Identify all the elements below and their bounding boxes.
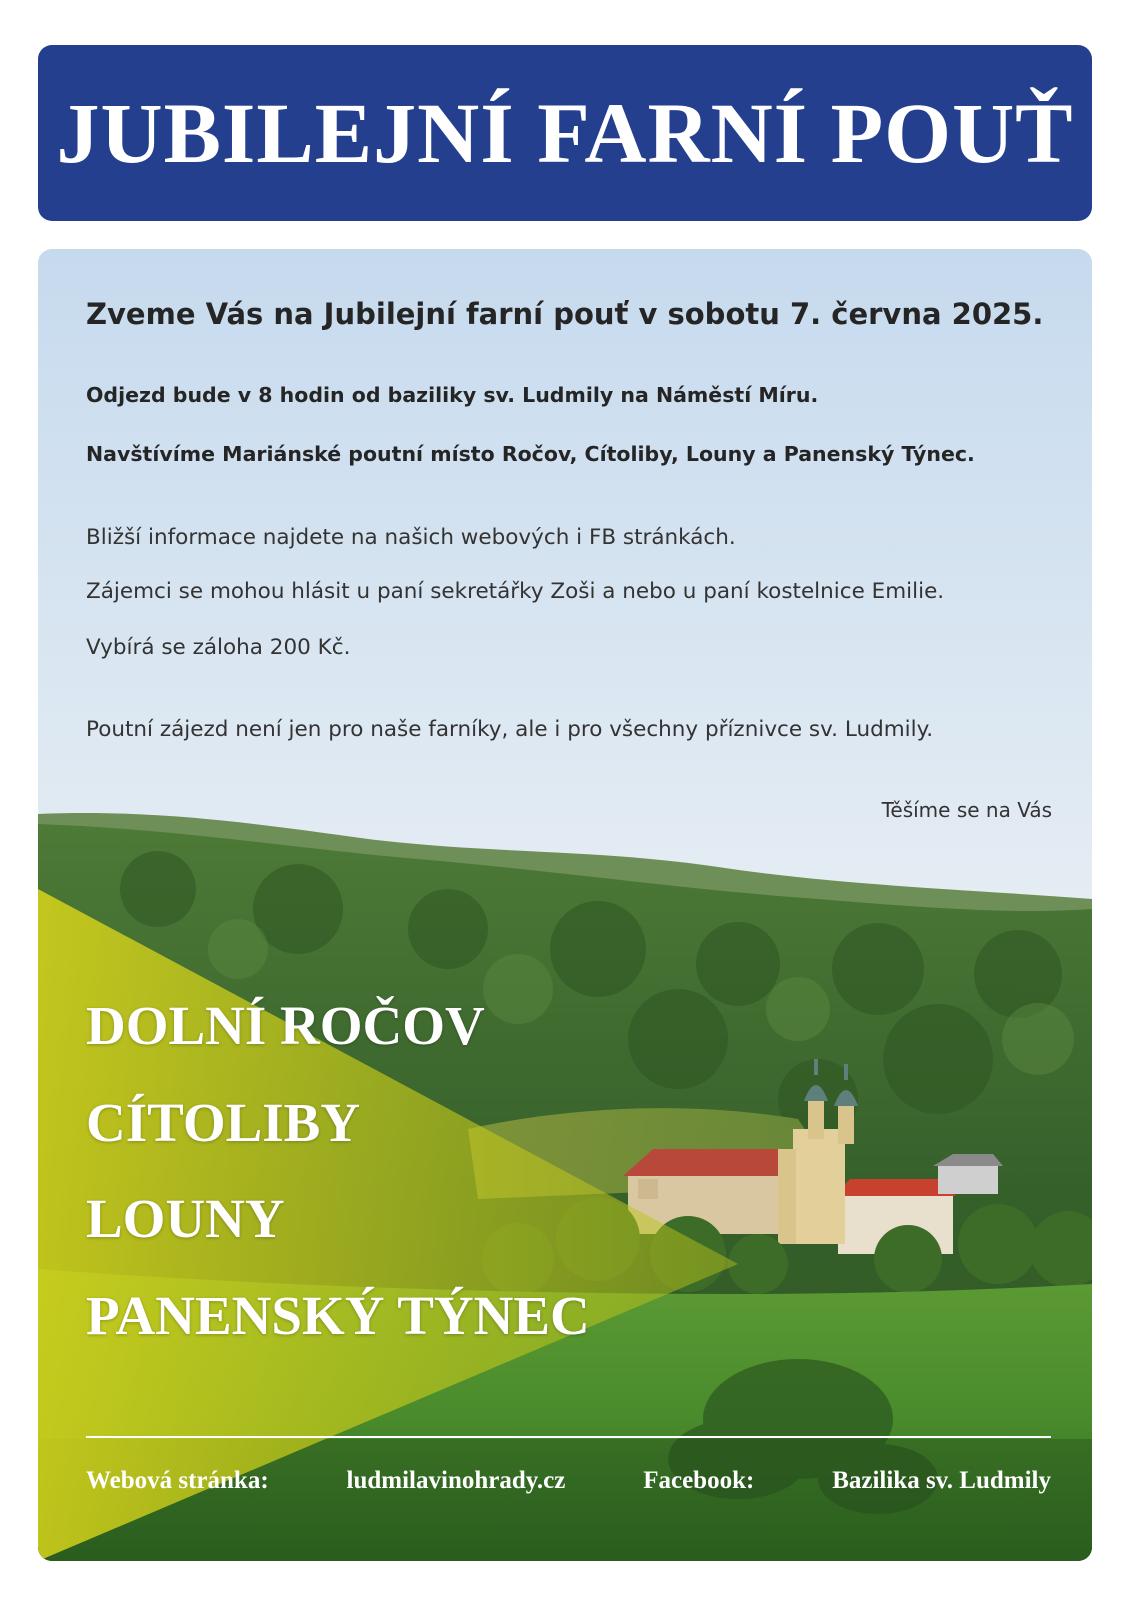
web-link[interactable]: ludmilavinohrady.cz bbox=[346, 1467, 566, 1494]
page-title: JUBILEJNÍ FARNÍ POUŤ bbox=[56, 85, 1074, 181]
deposit-text: Vybírá se záloha 200 Kč. bbox=[86, 635, 351, 660]
closing-text: Těšíme se na Vás bbox=[881, 798, 1052, 822]
footer bbox=[86, 1467, 1051, 1495]
contact-text: Zájemci se mohou hlásit u paní sekretářky Zoši a nebo u paní kostelnice Emilie. bbox=[86, 579, 945, 604]
invitation-headline: Zveme Vás na Jubilejní farní pouť v sobotu 7. června 2025. bbox=[86, 297, 1044, 331]
place-panensky-tynec: PANENSKÝ TÝNEC bbox=[86, 1285, 590, 1346]
place-louny: LOUNY bbox=[86, 1188, 285, 1249]
web-label: Webová stránka: bbox=[86, 1467, 269, 1494]
place-dolni-rocov: DOLNÍ ROČOV bbox=[86, 995, 485, 1056]
poster-content bbox=[38, 249, 1092, 1561]
visit-text: Navštívíme Mariánské poutní místo Ročov, Cítoliby, Louny a Panenský Týnec. bbox=[86, 442, 975, 466]
footer-divider bbox=[86, 1436, 1051, 1438]
info-text: Bližší informace najdete na našich webových i FB stránkách. bbox=[86, 525, 736, 550]
title-banner bbox=[38, 45, 1092, 221]
departure-text: Odjezd bude v 8 hodin od baziliky sv. Ludmily na Náměstí Míru. bbox=[86, 383, 819, 407]
place-citoliby: CÍTOLIBY bbox=[86, 1092, 361, 1153]
poster-card bbox=[38, 249, 1092, 1561]
audience-text: Poutní zájezd není jen pro naše farníky, ale i pro všechny příznivce sv. Ludmily. bbox=[86, 717, 934, 742]
facebook-link[interactable]: Bazilika sv. Ludmily bbox=[832, 1467, 1051, 1494]
facebook-label: Facebook: bbox=[643, 1467, 755, 1494]
